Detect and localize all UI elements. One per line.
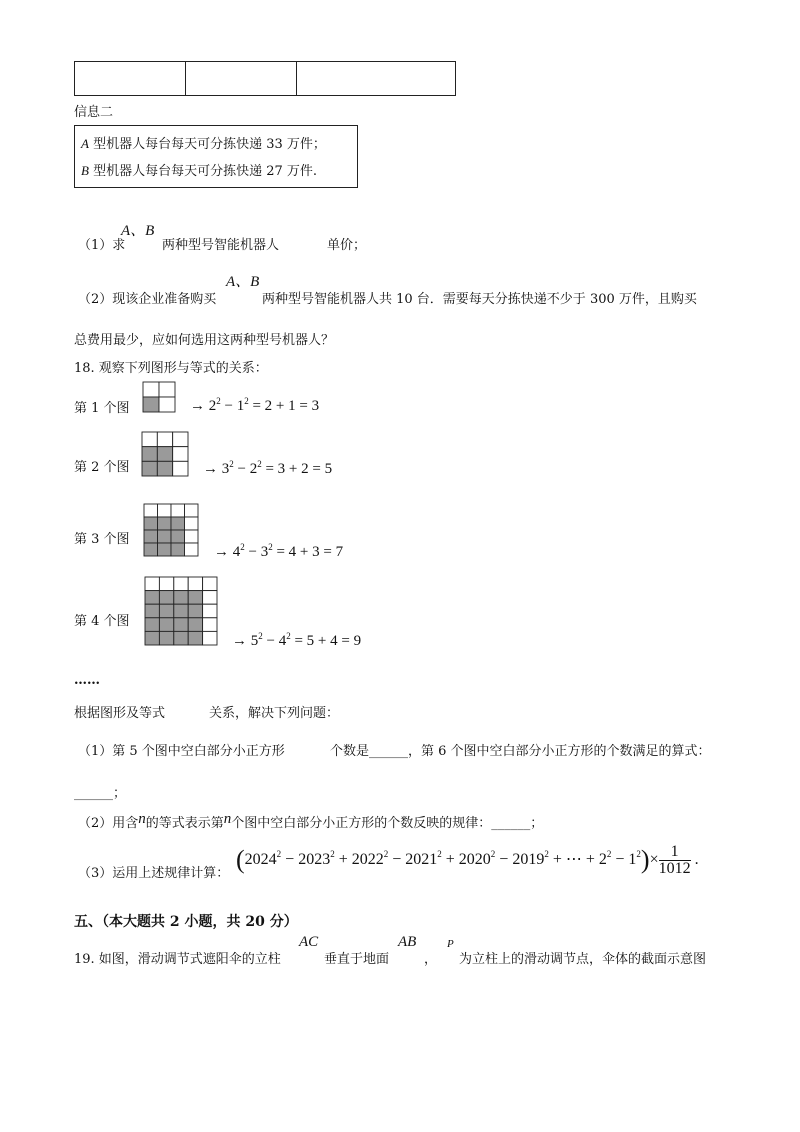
grid-cells bbox=[145, 577, 217, 645]
blank-square bbox=[144, 504, 158, 517]
blank-square bbox=[203, 577, 217, 591]
grid-figure-1 bbox=[142, 381, 176, 413]
info2-label: 信息二 bbox=[74, 105, 114, 120]
q17-part2-prefix: （2）现该企业准备购买 bbox=[78, 292, 217, 307]
grid-cells bbox=[143, 382, 175, 412]
shaded-square bbox=[174, 591, 188, 605]
q17-part2-line2: 总费用最少，应如何选用这两种型号机器人？ bbox=[74, 333, 335, 348]
shaded-square bbox=[174, 618, 188, 632]
info2-line1: A 型机器人每台每天可分拣快递 33 万件； bbox=[81, 136, 326, 152]
blank-square bbox=[173, 432, 188, 447]
info2-line2: B 型机器人每台每天可分拣快递 27 万件. bbox=[81, 163, 318, 179]
q18-intro-b: 关系，解决下列问题： bbox=[209, 706, 340, 721]
shaded-square bbox=[158, 517, 172, 530]
grid-figure-2 bbox=[141, 431, 189, 477]
q18-part1-line2: ______； bbox=[74, 786, 127, 801]
q17-part2-vars: A、B bbox=[226, 274, 260, 290]
blank-square bbox=[203, 631, 217, 645]
ellipsis: …… bbox=[74, 673, 100, 688]
shaded-square bbox=[159, 591, 173, 605]
equation-2: → $3^2 - 2^2 = 3 + 2 = 5$ bbox=[203, 459, 333, 477]
blank-square bbox=[173, 461, 188, 476]
blank-square bbox=[174, 577, 188, 591]
figure-label: 第 4 个图 bbox=[74, 614, 130, 629]
q18-part1-a: （1）第 5 个图中空白部分小正方形 bbox=[78, 744, 285, 759]
shaded-square bbox=[158, 543, 172, 556]
grid-figure-4 bbox=[144, 576, 218, 646]
q19-text-c: ， bbox=[424, 952, 438, 967]
blank-square bbox=[145, 577, 159, 591]
blank-square bbox=[143, 382, 159, 397]
shaded-square bbox=[158, 530, 172, 543]
q19-text-a: 19. 如图，滑动调节式遮阳伞的立柱 bbox=[74, 952, 281, 967]
shaded-square bbox=[144, 543, 158, 556]
shaded-square bbox=[145, 618, 159, 632]
grid-cells bbox=[142, 432, 188, 476]
shaded-square bbox=[171, 530, 185, 543]
info2-box bbox=[74, 125, 358, 188]
shaded-square bbox=[159, 618, 173, 632]
shaded-square bbox=[159, 631, 173, 645]
equation-4: → $5^2 - 4^2 = 5 + 4 = 9$ bbox=[232, 631, 362, 649]
blank-square bbox=[185, 517, 199, 530]
q17-part1-vars: A、B bbox=[121, 223, 155, 239]
fraction: $\frac{1}{1012}$ bbox=[658, 843, 691, 877]
blank-square bbox=[203, 591, 217, 605]
shaded-square bbox=[157, 461, 172, 476]
blank-square bbox=[171, 504, 185, 517]
shaded-square bbox=[188, 591, 202, 605]
shaded-square bbox=[145, 631, 159, 645]
q17-part1-mid: 两种型号智能机器人 bbox=[162, 238, 280, 253]
shaded-square bbox=[145, 604, 159, 618]
shaded-square bbox=[171, 517, 185, 530]
blank-square bbox=[203, 604, 217, 618]
figure-label: 第 3 个图 bbox=[74, 532, 130, 547]
q17-part2-rest: 两种型号智能机器人共 10 台．需要每天分拣快递不少于 300 万件，且购买 bbox=[262, 292, 697, 307]
grid-figure-3 bbox=[143, 503, 199, 557]
shaded-square bbox=[188, 604, 202, 618]
q19-var-ab: AB bbox=[398, 934, 417, 950]
blank-square bbox=[185, 530, 199, 543]
table-divider bbox=[296, 62, 297, 95]
q18-title: 18. 观察下列图形与等式的关系： bbox=[74, 361, 268, 376]
q18-part3-label: （3）运用上述规律计算： bbox=[78, 866, 230, 881]
q19-text-d: 为立柱上的滑动调节点，伞体的截面示意图 bbox=[459, 952, 707, 967]
grid-cells bbox=[144, 504, 198, 556]
shaded-square bbox=[144, 517, 158, 530]
blank-square bbox=[159, 382, 175, 397]
shaded-square bbox=[188, 631, 202, 645]
blank-square bbox=[188, 577, 202, 591]
equation-3: → $4^2 - 3^2 = 4 + 3 = 7$ bbox=[214, 542, 344, 560]
q19-var-p: P bbox=[447, 938, 454, 950]
q18-part1-b: 个数是______，第 6 个图中空白部分小正方形的个数满足的算式： bbox=[330, 744, 711, 759]
blank-square bbox=[173, 447, 188, 462]
blank-square bbox=[158, 504, 172, 517]
blank-square bbox=[159, 397, 175, 412]
shaded-square bbox=[143, 397, 159, 412]
figure-label: 第 2 个图 bbox=[74, 460, 130, 475]
shaded-square bbox=[174, 604, 188, 618]
blank-square bbox=[157, 432, 172, 447]
shaded-square bbox=[142, 447, 157, 462]
table-divider bbox=[185, 62, 186, 95]
shaded-square bbox=[188, 618, 202, 632]
shaded-square bbox=[157, 447, 172, 462]
q17-part1-end: 单价； bbox=[327, 238, 367, 253]
shaded-square bbox=[144, 530, 158, 543]
blank-square bbox=[159, 577, 173, 591]
q18-part3-expression: ($2024^2 - 2023^2 + 2022^2 - 2021^2 + 2020^2 - 2019^2$ + ⋯ + $2^2 - 1^2)\times$ $\frac{1}{1012}$ . bbox=[236, 843, 699, 877]
shaded-square bbox=[142, 461, 157, 476]
top-table-fragment bbox=[74, 61, 456, 96]
q18-intro-a: 根据图形及等式 bbox=[74, 706, 166, 721]
blank-square bbox=[203, 618, 217, 632]
shaded-square bbox=[145, 591, 159, 605]
figure-label: 第 1 个图 bbox=[74, 401, 130, 416]
equation-1: → $2^2 - 1^2 = 2 + 1 = 3$ bbox=[190, 396, 320, 414]
q19-var-ac: AC bbox=[299, 934, 319, 950]
q18-part2: （2）用含n的等式表示第n个图中空白部分小正方形的个数反映的规律：______； bbox=[78, 811, 544, 831]
blank-square bbox=[142, 432, 157, 447]
shaded-square bbox=[174, 631, 188, 645]
section5-title: 五、（本大题共 2 小题，共 20 分） bbox=[74, 914, 298, 930]
shaded-square bbox=[159, 604, 173, 618]
blank-square bbox=[185, 504, 199, 517]
blank-square bbox=[185, 543, 199, 556]
q17-part1-prefix: （1）求 bbox=[78, 238, 126, 253]
shaded-square bbox=[171, 543, 185, 556]
q19-text-b: 垂直于地面 bbox=[324, 952, 390, 967]
